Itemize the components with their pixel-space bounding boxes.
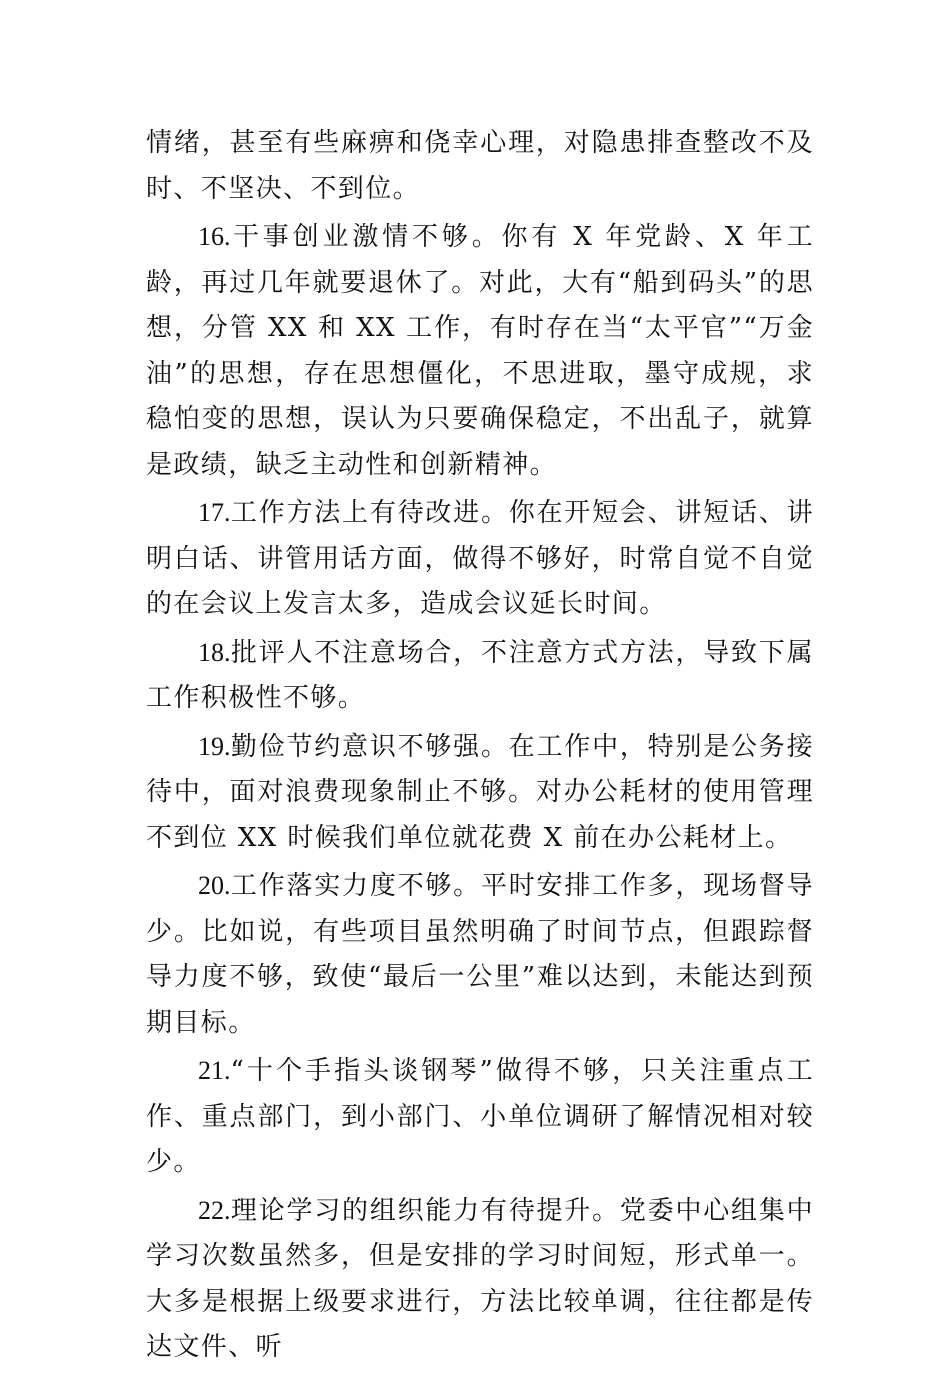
paragraph-text: 工作落实力度不够。平时安排工作多，现场督导少。比如说，有些项目虽然明确了时间节点，但跟踪督导力度不够，致使“最后一公里”难以达到，未能达到预期目标。 xyxy=(146,871,814,1038)
paragraph-text: 工作方法上有待改进。你在开短会、讲短话、讲明白话、讲管用话方面，做得不够好，时常自觉不自觉的在会议上发言太多，造成会议延长时间。 xyxy=(146,498,814,619)
paragraph-text: 批评人不注意场合，不注意方式方法，导致下属工作积极性不够。 xyxy=(146,637,814,713)
paragraph-text: 情绪，甚至有些麻痹和侥幸心理，对隐患排查整改不及时、不坚决、不到位。 xyxy=(146,128,814,204)
paragraph-17 xyxy=(146,490,814,628)
document-body xyxy=(146,121,814,1373)
paragraph-number: 21. xyxy=(198,1056,231,1085)
paragraph-20 xyxy=(146,863,814,1046)
paragraph-number: 22. xyxy=(198,1195,231,1225)
paragraph-number: 16. xyxy=(198,222,231,251)
paragraph-number: 20. xyxy=(198,871,231,900)
paragraph-19 xyxy=(146,724,814,862)
paragraph-number: 18. xyxy=(198,637,231,667)
paragraph-22 xyxy=(146,1188,814,1371)
paragraph-text: 干事创业激情不够。你有 X 年党龄、X 年工龄，再过几年就要退休了。对此，大有“船到码头”的思想，分管 XX 和 XX 工作，有时存在当“太平官”“万金油”的思想，存在思想僵化，不思进取，墨守成规，求稳怕变的思想，误认为只要确保稳定，不出乱子，就算是政绩，缺乏主动性和创新精神。 xyxy=(146,222,814,480)
paragraph-number: 19. xyxy=(198,731,231,761)
paragraph-text: 理论学习的组织能力有待提升。党委中心组集中学习次数虽然多，但是安排的学习时间短，形式单一。大多是根据上级要求进行，方法比较单调，往往都是传达文件、听 xyxy=(146,1195,814,1362)
paragraph-15-continued xyxy=(146,121,814,212)
paragraph-18 xyxy=(146,630,814,722)
paragraph-21 xyxy=(146,1048,814,1186)
paragraph-text: 勤俭节约意识不够强。在工作中，特别是公务接待中，面对浪费现象制止不够。对办公耗材的使用管理不到位 XX 时候我们单位就花费 X 前在办公耗材上。 xyxy=(146,731,814,853)
paragraph-16 xyxy=(146,214,814,488)
paragraph-number: 17. xyxy=(198,498,231,527)
paragraph-text: “十个手指头谈钢琴”做得不够，只关注重点工作、重点部门，到小部门、小单位调研了解情况相对较少。 xyxy=(146,1056,814,1177)
